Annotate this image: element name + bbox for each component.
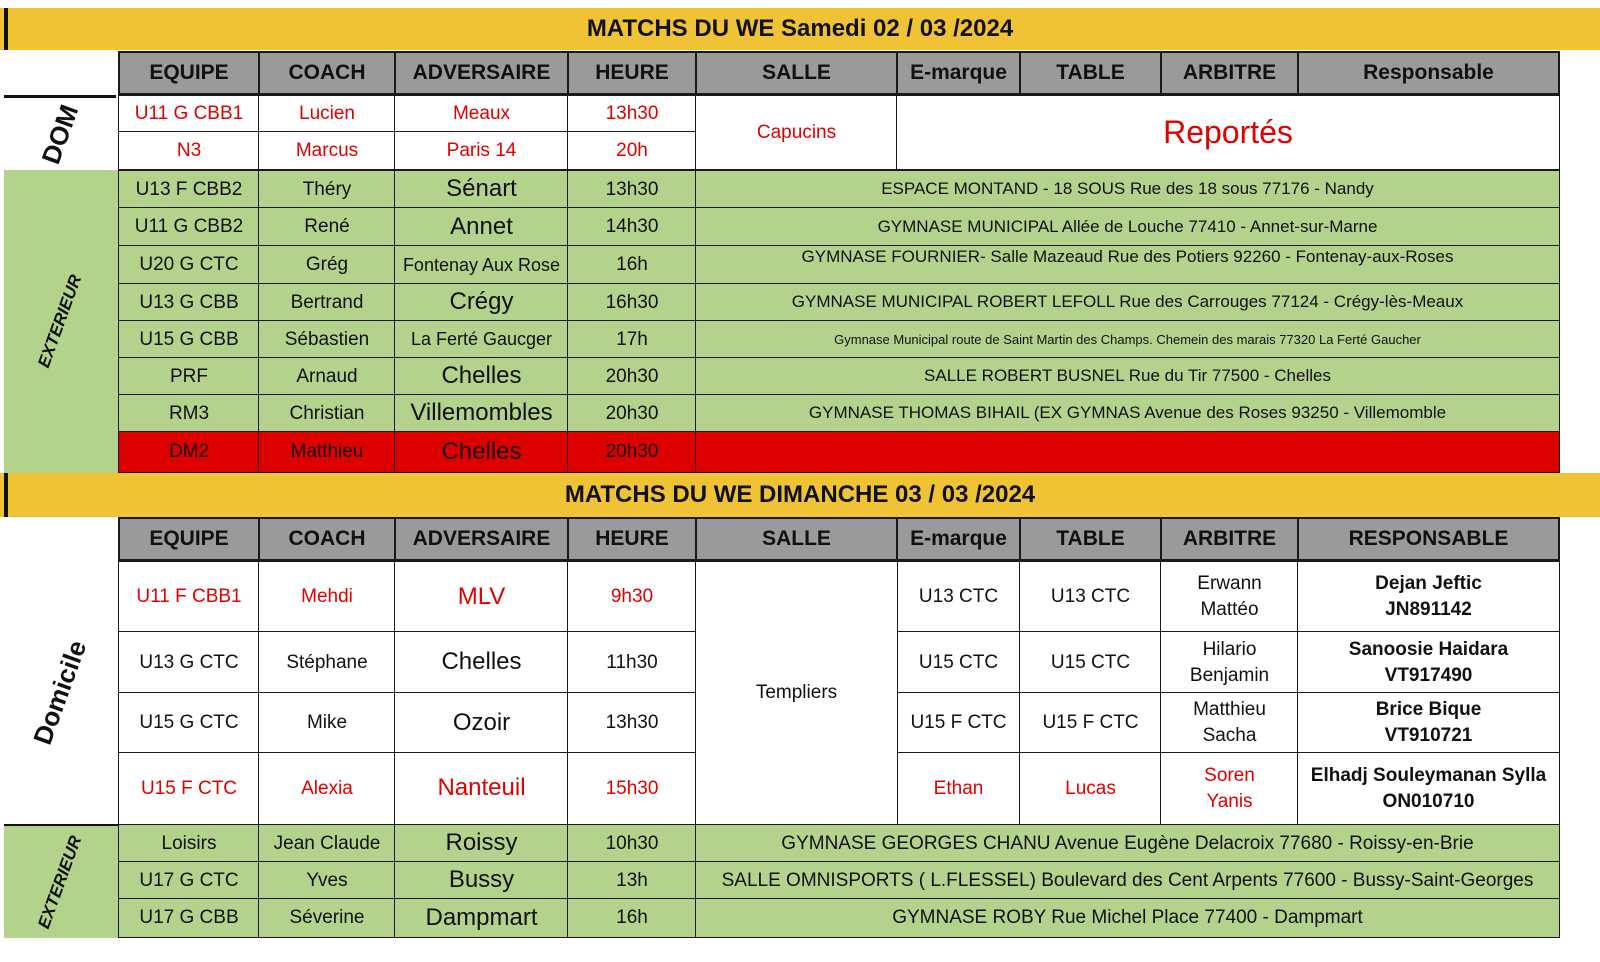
table-row-adversaire: Sénart	[394, 170, 569, 209]
arbitre-name: Benjamin	[1189, 664, 1270, 686]
table-row-adversaire: Villemombles	[394, 394, 569, 433]
table-row-adversaire: Ozoir	[394, 692, 569, 754]
arbitre-name: Erwann	[1197, 573, 1262, 595]
table-row-emarque: U15 F CTC	[896, 692, 1021, 754]
table-row-heure: 10h30	[567, 824, 697, 863]
table-row-arbitre	[1160, 631, 1299, 694]
table-row-heure: 9h30	[567, 561, 697, 633]
side-label-exterieur: EXTERIEUR	[4, 170, 118, 473]
table-row-salle: Gymnase Municipal route de Saint Martin des Champs. Chemein des marais 77320 La Ferté Gaucher	[695, 320, 1560, 359]
sunday-title: MATCHS DU WE DIMANCHE 03 / 03 /2024	[564, 481, 1036, 508]
table-row-coach: Christian	[258, 394, 396, 433]
table-row-salle: GYMNASE FOURNIER- Salle Mazeaud Rue des Potiers 92260 - Fontenay-aux-Roses	[695, 245, 1560, 285]
arbitre-name: Soren	[1204, 764, 1255, 786]
header-adversaire: ADVERSAIRE	[394, 517, 569, 561]
bar-left-rule	[4, 473, 8, 517]
table-row-equipe: DM2	[118, 431, 260, 473]
table-row-coach: Yves	[258, 861, 396, 900]
table-row-salle	[695, 431, 1560, 473]
table-row-coach: Stéphane	[258, 631, 396, 694]
table-row-coach: Théry	[258, 170, 396, 209]
table-row-heure: 11h30	[567, 631, 697, 694]
table-row-coach: Matthieu	[258, 431, 396, 473]
table-row-adversaire: Bussy	[394, 861, 569, 900]
side-label-domicile: Domicile	[26, 636, 93, 749]
table-row-emarque: U13 CTC	[896, 561, 1021, 633]
responsable-line: ON010710	[1382, 790, 1475, 812]
table-row-coach: Mike	[258, 692, 396, 754]
table-row-cell: 13h30	[567, 95, 697, 133]
salle-templiers: Templiers	[695, 561, 898, 825]
table-row-heure: 17h	[567, 320, 697, 359]
table-row-heure: 20h30	[567, 394, 697, 433]
header-salle: SALLE	[695, 51, 898, 95]
table-row-cell: Lucien	[258, 95, 396, 133]
side-label-dom: DOM	[4, 95, 116, 170]
table-row-heure: 16h	[567, 245, 697, 285]
salle-capucins: Capucins	[695, 95, 898, 170]
table-row-adversaire: Nanteuil	[394, 752, 569, 825]
table-row-equipe: U11 F CBB1	[118, 561, 260, 633]
header-equipe: EQUIPE	[118, 517, 260, 561]
table-row-heure: 16h	[567, 898, 697, 938]
table-row-salle: GYMNASE THOMAS BIHAIL (EX GYMNAS Avenue des Roses 93250 - Villemomble	[695, 394, 1560, 433]
table-row-cell: 20h	[567, 131, 697, 170]
table-row-equipe: U13 G CBB	[118, 283, 260, 322]
table-row-arbitre	[1160, 561, 1299, 633]
table-row-coach: Grég	[258, 245, 396, 285]
header-adversaire: ADVERSAIRE	[394, 51, 569, 95]
header-table: TABLE	[1019, 517, 1162, 561]
bar-left-rule	[4, 8, 8, 50]
table-row-salle: ESPACE MONTAND - 18 SOUS Rue des 18 sous 77176 - Nandy	[695, 170, 1560, 209]
header-coach: COACH	[258, 517, 396, 561]
arbitre-name: Yanis	[1206, 790, 1253, 812]
header-responsable: RESPONSABLE	[1297, 517, 1560, 561]
table-row-arbitre	[1160, 692, 1299, 754]
table-row-equipe: U17 G CTC	[118, 861, 260, 900]
table-row-emarque: U15 CTC	[896, 631, 1021, 694]
table-row-salle: GYMNASE ROBY Rue Michel Place 77400 - Dampmart	[695, 898, 1560, 938]
header-arbitre: ARBITRE	[1160, 517, 1299, 561]
table-row-adversaire: Crégy	[394, 283, 569, 322]
table-row-coach: Bertrand	[258, 283, 396, 322]
table-row-salle: SALLE ROBERT BUSNEL Rue du Tir 77500 - Chelles	[695, 357, 1560, 396]
table-row-adversaire: MLV	[394, 561, 569, 633]
header-emarque: E-marque	[896, 51, 1021, 95]
table-row-coach: Jean Claude	[258, 824, 396, 863]
table-row-heure: 16h30	[567, 283, 697, 322]
table-row-equipe: U15 G CTC	[118, 692, 260, 754]
table-row-heure: 14h30	[567, 207, 697, 247]
table-row-equipe: PRF	[118, 357, 260, 396]
table-row-emarque: Ethan	[896, 752, 1021, 825]
table-row-adversaire: Chelles	[394, 631, 569, 694]
table-row-responsable	[1297, 561, 1560, 633]
table-row-cell: Meaux	[394, 95, 569, 133]
arbitre-name: Matthieu	[1193, 699, 1266, 721]
saturday-title-bar	[0, 8, 1600, 50]
table-row-coach: Séverine	[258, 898, 396, 938]
table-row-table: Lucas	[1019, 752, 1162, 825]
table-row-salle: SALLE OMNISPORTS ( L.FLESSEL) Boulevard des Cent Arpents 77600 - Bussy-Saint-Georges	[695, 861, 1560, 900]
table-row-equipe: U13 F CBB2	[118, 170, 260, 209]
table-row-equipe: RM3	[118, 394, 260, 433]
arbitre-name: Hilario	[1202, 638, 1257, 660]
arbitre-name: Mattéo	[1200, 599, 1259, 620]
table-row-coach: René	[258, 207, 396, 247]
table-row-adversaire: Chelles	[394, 431, 569, 473]
table-row-arbitre	[1160, 752, 1299, 825]
table-row-table: U15 F CTC	[1019, 692, 1162, 754]
table-row-equipe: U15 F CTC	[118, 752, 260, 825]
table-row-equipe: U17 G CBB	[118, 898, 260, 938]
side-label-exterieur-sunday: EXTERIEUR	[4, 824, 118, 938]
table-row-adversaire: Roissy	[394, 824, 569, 863]
table-row-equipe: U20 G CTC	[118, 245, 260, 285]
table-row-heure: 13h30	[567, 692, 697, 754]
table-row-salle: GYMNASE MUNICIPAL Allée de Louche 77410 - Annet-sur-Marne	[695, 207, 1560, 247]
table-row-responsable	[1297, 631, 1560, 694]
header-coach: COACH	[258, 51, 396, 95]
header-heure: HEURE	[567, 51, 697, 95]
table-row-heure: 20h30	[567, 357, 697, 396]
table-row-adversaire: Chelles	[394, 357, 569, 396]
table-row-equipe: Loisirs	[118, 824, 260, 863]
table-row-responsable	[1297, 692, 1560, 754]
header-salle: SALLE	[695, 517, 898, 561]
responsable-line: JN891142	[1385, 599, 1472, 620]
header-arbitre: ARBITRE	[1160, 51, 1299, 95]
saturday-title: MATCHS DU WE Samedi 02 / 03 /2024	[586, 15, 1014, 42]
responsable-line: Dejan Jeftic	[1375, 573, 1482, 595]
header-table: TABLE	[1019, 51, 1162, 95]
table-row-heure: 15h30	[567, 752, 697, 825]
table-row-adversaire: Fontenay Aux Rose	[394, 245, 569, 285]
table-row-responsable	[1297, 752, 1560, 825]
table-row-salle: GYMNASE GEORGES CHANU Avenue Eugène Delacroix 77680 - Roissy-en-Brie	[695, 824, 1560, 863]
table-row-cell: Marcus	[258, 131, 396, 170]
sunday-title-bar	[0, 473, 1600, 517]
responsable-line: Sanoosie Haidara	[1348, 638, 1509, 660]
arbitre-name: Sacha	[1202, 725, 1257, 746]
table-row-equipe: U15 G CBB	[118, 320, 260, 359]
table-row-heure: 13h	[567, 861, 697, 900]
table-row-adversaire: Dampmart	[394, 898, 569, 938]
header-emarque: E-marque	[896, 517, 1021, 561]
table-row-adversaire: Annet	[394, 207, 569, 247]
table-row-heure: 13h30	[567, 170, 697, 209]
header-equipe: EQUIPE	[118, 51, 260, 95]
table-row-table: U13 CTC	[1019, 561, 1162, 633]
table-row-cell: Paris 14	[394, 131, 569, 170]
table-row-equipe: U13 G CTC	[118, 631, 260, 694]
table-row-coach: Sébastien	[258, 320, 396, 359]
table-row-salle: GYMNASE MUNICIPAL ROBERT LEFOLL Rue des Carrouges 77124 - Crégy-lès-Meaux	[695, 283, 1560, 322]
table-row-adversaire: La Ferté Gaucger	[394, 320, 569, 359]
table-row-heure: 20h30	[567, 431, 697, 473]
responsable-line: VT910721	[1384, 725, 1473, 746]
header-responsable: Responsable	[1297, 51, 1560, 95]
reportes-status: Reportés	[896, 95, 1560, 170]
responsable-line: VT917490	[1384, 664, 1473, 686]
table-row-coach: Arnaud	[258, 357, 396, 396]
table-row-coach: Mehdi	[258, 561, 396, 633]
table-row-equipe: U11 G CBB2	[118, 207, 260, 247]
table-row-cell: N3	[118, 131, 260, 170]
table-row-cell: U11 G CBB1	[118, 95, 260, 133]
responsable-line: Elhadj Souleymanan Sylla	[1310, 764, 1547, 786]
table-row-coach: Alexia	[258, 752, 396, 825]
responsable-line: Brice Bique	[1375, 699, 1482, 721]
table-row-table: U15 CTC	[1019, 631, 1162, 694]
header-heure: HEURE	[567, 517, 697, 561]
